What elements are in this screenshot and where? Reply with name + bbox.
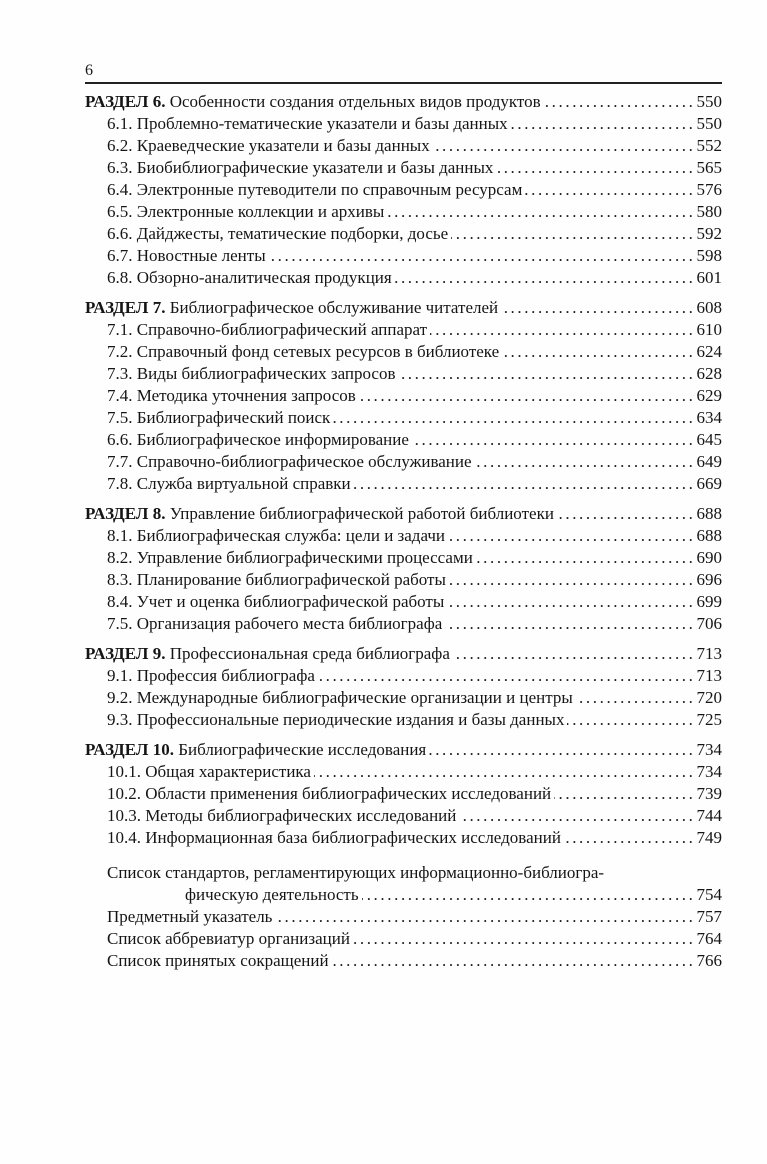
toc-entry-text (107, 135, 430, 157)
page-ref: 592 (696, 224, 722, 243)
dot-leader-icon (576, 687, 696, 709)
toc-section-heading (85, 739, 722, 761)
dot-leader-icon (318, 665, 696, 687)
entry-number: 8.3. (107, 570, 137, 589)
dot-leader-icon (557, 503, 696, 525)
dot-leader-icon (445, 613, 695, 635)
toc-entry-text (107, 341, 499, 363)
entry-number: 8.2. (107, 548, 137, 567)
toc-entry-text (107, 429, 409, 451)
entry-title: Биобиблиографические указатели и базы данных (136, 158, 494, 177)
dot-leader-icon (448, 525, 696, 547)
page-ref: 565 (696, 158, 722, 177)
entry-title: Проблемно-тематические указатели и базы данных (136, 114, 508, 133)
extra-text: Список стандартов, регламентирующих информационно-библиогра- (107, 863, 605, 882)
page-ref: 749 (696, 828, 722, 847)
entry-number: 6.4. (107, 180, 137, 199)
toc-entry (85, 547, 722, 569)
toc-entry (85, 613, 722, 635)
section-title: Библиографические исследования (178, 740, 427, 759)
dot-leader-icon (362, 884, 696, 906)
page-ref: 734 (696, 740, 722, 759)
toc-entry (85, 827, 722, 849)
entry-title: Информационная база библиографических исследований (145, 828, 561, 847)
page-ref: 610 (696, 320, 722, 339)
page-ref: 576 (696, 180, 722, 199)
dot-leader-icon (429, 739, 695, 761)
entry-title: Общая характеристика (145, 762, 311, 781)
entry-title: Справочно-библиографический аппарат (136, 320, 428, 339)
dot-leader-icon (387, 201, 695, 223)
toc-entry (85, 385, 722, 407)
dot-leader-icon (501, 297, 695, 319)
page-ref: 690 (696, 548, 722, 567)
toc-entry (85, 113, 722, 135)
dot-leader-icon (333, 407, 695, 429)
entry-number: 6.1. (107, 114, 137, 133)
toc-entry (85, 473, 722, 495)
toc-entry (85, 665, 722, 687)
toc-entry-text (107, 245, 266, 267)
dot-leader-icon (354, 473, 696, 495)
toc-section-heading-text (85, 297, 498, 319)
toc-entry-text (107, 385, 356, 407)
dot-leader-icon (449, 569, 696, 591)
entry-title: Учет и оценка библиографической работы (136, 592, 445, 611)
toc-entry (85, 569, 722, 591)
toc-entry (85, 267, 722, 289)
toc-entry (85, 223, 722, 245)
dot-leader-icon (496, 157, 695, 179)
toc-section-heading-text (85, 643, 450, 665)
dot-leader-icon (395, 267, 696, 289)
page-ref: 598 (696, 246, 722, 265)
toc-entry (85, 783, 722, 805)
page-ref: 550 (696, 92, 722, 111)
toc-entry-text (107, 319, 427, 341)
page-ref: 725 (696, 710, 722, 729)
toc-entry-text (107, 473, 351, 495)
dot-leader-icon (476, 547, 696, 569)
toc-entry-text (107, 591, 444, 613)
page-ref: 552 (696, 136, 722, 155)
toc-section-heading (85, 643, 722, 665)
page-ref: 766 (696, 951, 722, 970)
entry-number: 6.8. (107, 268, 137, 287)
page-ref: 713 (696, 644, 722, 663)
page-ref: 634 (696, 408, 722, 427)
toc-entry-text (107, 113, 508, 135)
toc-entry-text (107, 569, 446, 591)
dot-leader-icon (430, 319, 695, 341)
toc-entry-text (107, 665, 315, 687)
toc-extra-line2 (85, 884, 722, 906)
entry-number: 6.6. (107, 430, 137, 449)
page-ref: 629 (696, 386, 722, 405)
section-title: Библиографическое обслуживание читателей (169, 298, 499, 317)
extra-text: Предметный указатель (107, 907, 273, 926)
dot-leader-icon (511, 113, 696, 135)
section-title: Управление библиографической работой библиотеки (169, 504, 554, 523)
page-ref: 550 (696, 114, 722, 133)
entry-number: 7.5. (107, 408, 137, 427)
toc-entry (85, 525, 722, 547)
dot-leader-icon (399, 363, 696, 385)
toc-section-heading (85, 91, 722, 113)
table-of-contents (85, 91, 722, 972)
page-ref: 696 (696, 570, 722, 589)
toc-entry-text (107, 827, 561, 849)
toc-entry (85, 687, 722, 709)
page-header (85, 60, 722, 84)
dot-leader-icon (502, 341, 695, 363)
section-title: Особенности создания отдельных видов продуктов (169, 92, 541, 111)
toc-section-heading-text (85, 91, 541, 113)
entry-title: Области применения библиографических исследований (145, 784, 552, 803)
entry-number: 7.3. (107, 364, 137, 383)
page-ref: 720 (696, 688, 722, 707)
page-ref: 688 (696, 504, 722, 523)
dot-leader-icon (353, 928, 696, 950)
entry-number: 7.1. (107, 320, 137, 339)
entry-number: 10.2. (107, 784, 146, 803)
page-ref: 649 (696, 452, 722, 471)
toc-entry (85, 591, 722, 613)
toc-section-heading (85, 297, 722, 319)
dot-leader-icon (314, 761, 696, 783)
toc-entry-text (107, 525, 445, 547)
toc-entry-text (107, 267, 392, 289)
entry-title: Профессиональные периодические издания и базы данных (136, 710, 565, 729)
toc-entry (85, 761, 722, 783)
dot-leader-icon (269, 245, 696, 267)
toc-entry (85, 363, 722, 385)
toc-entry-text (107, 223, 448, 245)
toc-entry-text (107, 157, 493, 179)
page-ref: 608 (696, 298, 722, 317)
extra-text: фическую деятельность (185, 885, 359, 904)
page-ref: 645 (696, 430, 722, 449)
entry-title: Методика уточнения запросов (136, 386, 356, 405)
page-ref: 624 (696, 342, 722, 361)
toc-section (85, 297, 722, 495)
entry-title: Электронные коллекции и архивы (136, 202, 385, 221)
entry-title: Библиографическая служба: цели и задачи (136, 526, 445, 545)
entry-title: Новостные ленты (136, 246, 266, 265)
toc-entry (85, 429, 722, 451)
page-ref: 744 (696, 806, 722, 825)
toc-entry (85, 805, 722, 827)
toc-entry (85, 135, 722, 157)
entry-title: Организация рабочего места библиографа (136, 614, 443, 633)
entry-number: 7.8. (107, 474, 137, 493)
section-number-label: РАЗДЕЛ 6. (85, 92, 170, 111)
section-number-label: РАЗДЕЛ 9. (85, 644, 170, 663)
toc-entry-text (107, 613, 442, 635)
page-ref: 757 (696, 907, 722, 926)
dot-leader-icon (567, 709, 695, 731)
toc-entry (85, 319, 722, 341)
toc-section (85, 643, 722, 731)
entry-title: Электронные путеводители по справочным ресурсам (136, 180, 523, 199)
entry-title: Международные библиографические организации и центры (136, 688, 573, 707)
toc-entry-text (107, 783, 551, 805)
page-ref: 688 (696, 526, 722, 545)
entry-title: Управление библиографическими процессами (136, 548, 473, 567)
toc-extra (85, 928, 722, 950)
dot-leader-icon (554, 783, 695, 805)
entry-title: Обзорно-аналитическая продукция (136, 268, 392, 287)
entry-title: Краеведческие указатели и базы данных (136, 136, 430, 155)
toc-extras (85, 862, 722, 972)
entry-number: 7.2. (107, 342, 137, 361)
entry-number: 6.6. (107, 224, 137, 243)
page-ref: 734 (696, 762, 722, 781)
toc-entry-text (107, 547, 473, 569)
entry-title: Дайджесты, тематические подборки, досье (136, 224, 449, 243)
entry-title: Служба виртуальной справки (136, 474, 351, 493)
entry-number: 6.5. (107, 202, 137, 221)
page-ref: 706 (696, 614, 722, 633)
entry-number: 9.3. (107, 710, 137, 729)
toc-entry (85, 341, 722, 363)
toc-entry (85, 245, 722, 267)
extra-text: Список аббревиатур организаций (107, 929, 350, 948)
section-number-label: РАЗДЕЛ 7. (85, 298, 170, 317)
entry-number: 7.7. (107, 452, 137, 471)
page-content (85, 60, 722, 972)
toc-entry (85, 201, 722, 223)
entry-number: 9.2. (107, 688, 137, 707)
page-ref: 601 (696, 268, 722, 287)
dot-leader-icon (453, 643, 696, 665)
dot-leader-icon (447, 591, 695, 613)
section-number-label: РАЗДЕЛ 10. (85, 740, 179, 759)
toc-section (85, 503, 722, 635)
entry-title: Профессия библиографа (136, 666, 315, 685)
toc-entry-text (107, 761, 311, 783)
dot-leader-icon (359, 385, 696, 407)
toc-entry (85, 157, 722, 179)
dot-leader-icon (544, 91, 696, 113)
dot-leader-icon (332, 950, 696, 972)
toc-entry (85, 709, 722, 731)
page-number: 6 (85, 62, 93, 79)
toc-section-heading-text (85, 739, 426, 761)
toc-entry-text (107, 451, 472, 473)
toc-entry-text (107, 687, 573, 709)
page-ref: 699 (696, 592, 722, 611)
dot-leader-icon (412, 429, 696, 451)
section-number-label: РАЗДЕЛ 8. (85, 504, 170, 523)
toc-entry-text (107, 805, 456, 827)
toc-entry-text (107, 363, 396, 385)
extra-text: Список принятых сокращений (107, 951, 329, 970)
entry-number: 7.5. (107, 614, 137, 633)
entry-number: 10.1. (107, 762, 146, 781)
entry-number: 7.4. (107, 386, 137, 405)
toc-entry (85, 407, 722, 429)
entry-number: 6.2. (107, 136, 137, 155)
toc-entry-text (107, 201, 384, 223)
toc-extra (85, 906, 722, 928)
page-ref: 713 (696, 666, 722, 685)
dot-leader-icon (433, 135, 696, 157)
section-title: Профессиональная среда библиографа (169, 644, 450, 663)
entry-number: 8.1. (107, 526, 137, 545)
toc-section-heading-text (85, 503, 554, 525)
entry-title: Справочно-библиографическое обслуживание (136, 452, 472, 471)
dot-leader-icon (564, 827, 696, 849)
dot-leader-icon (525, 179, 695, 201)
entry-title: Планирование библиографической работы (136, 570, 446, 589)
dot-leader-icon (459, 805, 695, 827)
entry-title: Библиографическое информирование (136, 430, 409, 449)
entry-title: Методы библиографических исследований (145, 806, 457, 825)
toc-entry-text (107, 407, 330, 429)
entry-number: 6.3. (107, 158, 137, 177)
toc-entry-text (107, 709, 564, 731)
entry-title: Справочный фонд сетевых ресурсов в библиотеке (136, 342, 500, 361)
page-ref: 580 (696, 202, 722, 221)
entry-number: 10.3. (107, 806, 146, 825)
page-ref: 764 (696, 929, 722, 948)
toc-entry (85, 179, 722, 201)
entry-number: 8.4. (107, 592, 137, 611)
toc-section-heading (85, 503, 722, 525)
page-ref: 754 (696, 885, 722, 904)
toc-section (85, 739, 722, 849)
entry-number: 6.7. (107, 246, 137, 265)
toc-entry-text (107, 179, 522, 201)
page-ref: 739 (696, 784, 722, 803)
dot-leader-icon (275, 906, 695, 928)
toc-section (85, 91, 722, 289)
toc-extra-line1 (85, 862, 722, 884)
entry-title: Виды библиографических запросов (136, 364, 396, 383)
toc-entry (85, 451, 722, 473)
toc-extra (85, 950, 722, 972)
entry-title: Библиографический поиск (136, 408, 331, 427)
entry-number: 9.1. (107, 666, 137, 685)
entry-number: 10.4. (107, 828, 146, 847)
dot-leader-icon (475, 451, 696, 473)
dot-leader-icon (451, 223, 695, 245)
page-ref: 669 (696, 474, 722, 493)
page-ref: 628 (696, 364, 722, 383)
